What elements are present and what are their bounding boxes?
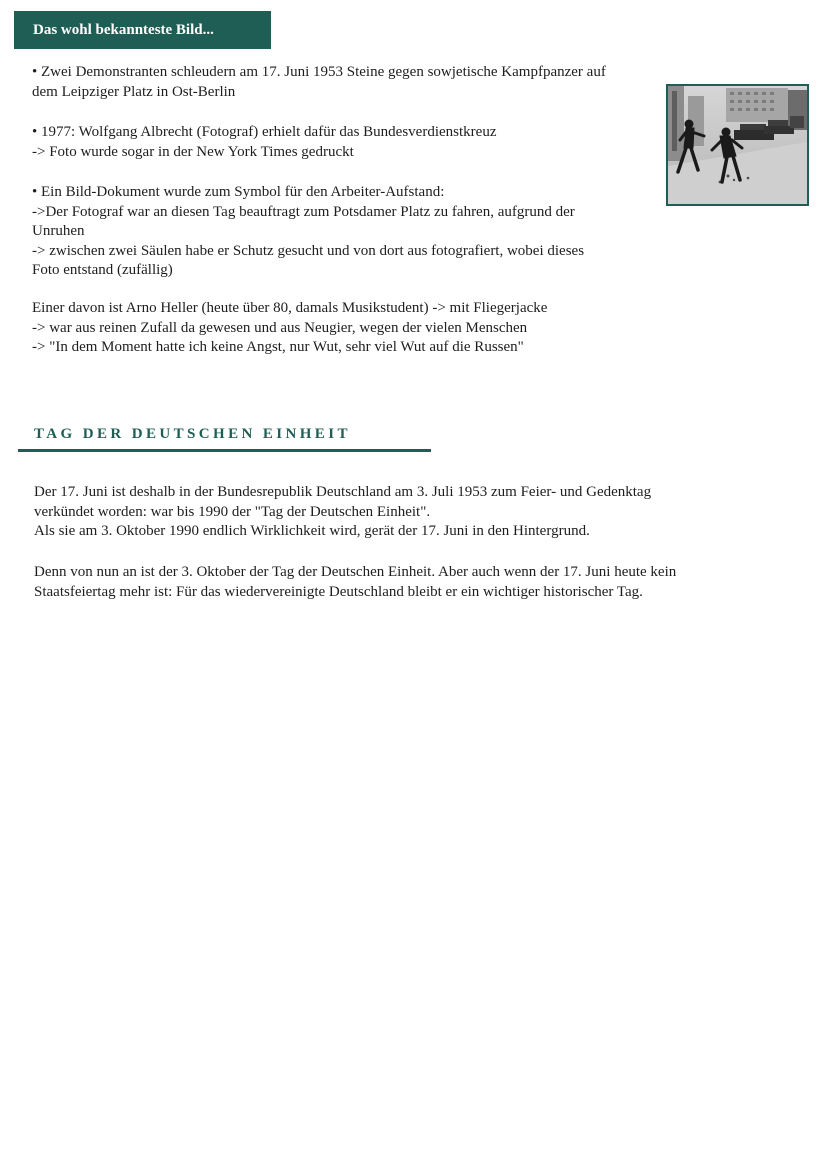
paragraph-commemoration [34, 483, 794, 542]
text-line: -> Foto wurde sogar in der New York Times gedruckt [32, 143, 354, 160]
historical-photo [666, 84, 809, 206]
text-line: Unruhen [32, 223, 85, 239]
text-line: Staatsfeiertag mehr ist: Für das wiedervereinigte Deutschland bleibt er ein wichtiger historischer Tag. [34, 583, 643, 600]
text-line: dem Leipziger Platz in Ost-Berlin [32, 83, 236, 100]
text-line: Der 17. Juni ist deshalb in der Bundesrepublik Deutschland am 3. Juli 1953 zum Feier- und Gedenktag [34, 484, 652, 500]
paragraph-unity-day [34, 563, 794, 602]
text-line: • Ein Bild-Dokument wurde zum Symbol für den Arbeiter-Aufstand: [32, 184, 445, 200]
section-divider [18, 449, 431, 452]
text-line: Als sie am 3. Oktober 1990 endlich Wirklichkeit wird, gerät der 17. Juni in den Hintergrund. [34, 523, 590, 539]
text-line: -> "In dem Moment hatte ich keine Angst, nur Wut, sehr viel Wut auf die Russen" [32, 339, 524, 355]
section-heading: TAG DER DEUTSCHEN EINHEIT [34, 426, 351, 442]
page-title: Das wohl bekannteste Bild... [14, 11, 271, 49]
paragraph-photo-description [32, 63, 682, 102]
text-line: Einer davon ist Arno Heller (heute über 80, damals Musikstudent) -> mit Fliegerjacke [32, 300, 548, 316]
paragraph-arno-heller [32, 299, 682, 358]
paragraph-photographer-award [32, 123, 682, 162]
text-line: Foto entstand (zufällig) [32, 262, 173, 278]
text-line: verkündet worden: war bis 1990 der "Tag der Deutschen Einheit". [34, 503, 431, 520]
text-line: -> war aus reinen Zufall da gewesen und aus Neugier, wegen der vielen Menschen [32, 319, 528, 336]
text-line: • 1977: Wolfgang Albrecht (Fotograf) erhielt dafür das Bundesverdienstkreuz [32, 124, 497, 140]
text-line: Denn von nun an ist der 3. Oktober der Tag der Deutschen Einheit. Aber auch wenn der 17. Juni heute kein [34, 564, 677, 580]
text-line: ->Der Fotograf war an diesen Tag beauftragt zum Potsdamer Platz zu fahren, aufgrund der [32, 203, 575, 220]
paragraph-symbol [32, 183, 682, 281]
text-line: -> zwischen zwei Säulen habe er Schutz gesucht und von dort aus fotografiert, wobei dieses [32, 242, 585, 259]
text-line: • Zwei Demonstranten schleudern am 17. Juni 1953 Steine gegen sowjetische Kampfpanzer auf [32, 64, 606, 80]
photo-illustration [668, 86, 807, 204]
